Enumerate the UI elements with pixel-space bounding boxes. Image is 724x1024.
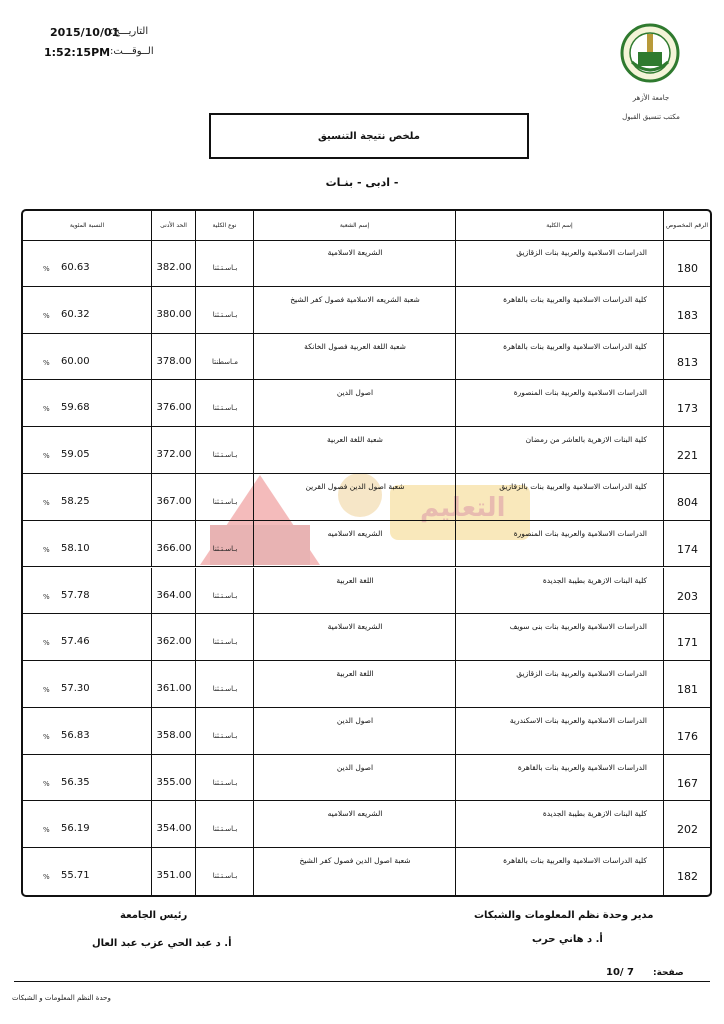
college-type-cell [195, 474, 253, 520]
percent-sign: % [43, 732, 50, 741]
department-cell [253, 708, 455, 754]
college-name: كلية البنات الازهرية بالعاشر من رمضان [525, 435, 647, 445]
college-name: كلية البنات الازهرية بطيبة الجديدة [542, 809, 647, 819]
code-cell [663, 521, 710, 567]
table-body [23, 240, 710, 895]
department-name: الشريعه الاسلاميه [327, 809, 383, 819]
percent-cell [23, 427, 151, 473]
min-score-value: 351.00 [156, 870, 192, 882]
percent-value: 59.05 [61, 449, 90, 461]
min-score-value: 367.00 [156, 495, 192, 507]
college-code: 181 [677, 683, 698, 697]
code-cell [663, 568, 710, 614]
department-cell [253, 568, 455, 614]
table-row [23, 521, 710, 568]
percent-sign: % [43, 826, 50, 835]
percent-cell [23, 380, 151, 426]
college-name: كلية الدراسات الاسلامية والعربية بنات بالقاهرة [503, 856, 647, 866]
college-cell [455, 661, 663, 707]
college-name: الدراسات الاسلامية والعربية بنات المنصورة [513, 388, 647, 398]
min-score-value: 354.00 [156, 823, 192, 835]
college-name: كلية الدراسات الاسلامية والعربية بنات بالزقازيق [499, 481, 647, 491]
code-cell [663, 614, 710, 660]
percent-cell [23, 334, 151, 380]
college-code: 174 [677, 542, 698, 556]
department-cell [253, 755, 455, 801]
header-type: نوع الكلية [195, 211, 253, 240]
percent-sign: % [43, 452, 50, 461]
college-type-cell [195, 334, 253, 380]
department-cell [253, 474, 455, 520]
percent-sign: % [43, 873, 50, 882]
min-score-value: 361.00 [156, 683, 192, 695]
department-name: الشريعه الاسلاميه [327, 528, 383, 538]
table-row [23, 240, 710, 287]
percent-value: 55.71 [61, 870, 90, 882]
college-cell [455, 287, 663, 333]
department-cell [253, 801, 455, 847]
min-score-value: 376.00 [156, 402, 192, 414]
min-score-value: 355.00 [156, 776, 192, 788]
code-cell [663, 661, 710, 707]
percent-sign: % [43, 358, 50, 367]
college-name: الدراسات الاسلامية والعربية بنات بالقاهرة [517, 762, 647, 772]
table-row [23, 755, 710, 802]
college-cell [455, 334, 663, 380]
department-name: اللغة العربية [336, 669, 374, 679]
page-label: صفحة: [653, 968, 684, 978]
department-cell [253, 334, 455, 380]
department-cell [253, 848, 455, 895]
college-code: 167 [677, 776, 698, 790]
college-type-value: بـاسـتـثنا [212, 264, 238, 272]
code-cell [663, 755, 710, 801]
code-cell [663, 474, 710, 520]
code-cell [663, 380, 710, 426]
code-cell [663, 334, 710, 380]
table-header-row [23, 211, 710, 241]
percent-sign: % [43, 405, 50, 414]
date-label: التاريـــخ: [110, 26, 149, 37]
percent-cell [23, 287, 151, 333]
min-score-value: 362.00 [156, 636, 192, 648]
college-code: 804 [677, 495, 698, 509]
college-cell [455, 427, 663, 473]
college-cell [455, 474, 663, 520]
department-name: الشريعة الاسلامية [327, 248, 383, 257]
table-row [23, 848, 710, 895]
percent-value: 57.46 [61, 636, 90, 648]
percent-cell [23, 848, 151, 895]
college-type-value: بـاسـتـثنا [212, 638, 238, 647]
code-cell [663, 240, 710, 286]
results-table [21, 209, 712, 897]
min-score-cell [151, 661, 195, 707]
percent-value: 60.63 [61, 262, 90, 273]
unit-name: وحدة النظم المعلومات و الشبكات [12, 994, 111, 1002]
date-value: 2015/10/01 [50, 26, 120, 39]
table-row [23, 568, 710, 615]
percent-cell [23, 708, 151, 754]
college-name: الدراسات الاسلامية والعربية بنات الزقازيق [516, 669, 647, 679]
college-type-value: بـاسـتـثنا [212, 404, 238, 413]
report-title: ملخص نتيجة التنسيق [318, 130, 420, 142]
college-cell [455, 801, 663, 847]
percent-cell [23, 568, 151, 614]
college-name: الدراسات الاسلامية والعربية بنات الاسكندرية [509, 715, 647, 725]
min-score-value: 378.00 [156, 355, 192, 367]
department-name: شعبة اللغة العربية [327, 435, 383, 445]
percent-value: 56.35 [61, 776, 90, 788]
min-score-cell [151, 848, 195, 895]
department-name: شعبة اللغة العربية فصول الخانكة [304, 341, 406, 351]
college-code: 182 [677, 870, 698, 884]
college-code: 180 [677, 262, 698, 275]
college-type-value: مـاسطنتا [212, 357, 238, 366]
min-score-cell [151, 708, 195, 754]
percent-value: 60.00 [61, 355, 90, 367]
department-cell [253, 614, 455, 660]
college-type-cell [195, 661, 253, 707]
min-score-value: 358.00 [156, 729, 192, 741]
percent-sign: % [43, 545, 50, 554]
min-score-cell [151, 240, 195, 286]
code-cell [663, 287, 710, 333]
table-row [23, 661, 710, 708]
department-name: شعبة الشريعه الاسلامية فصول كفر الشيخ [290, 294, 420, 304]
min-score-cell [151, 287, 195, 333]
footer-divider [14, 981, 710, 982]
percent-sign: % [43, 311, 50, 320]
header-department: إسم الشعبة [253, 211, 455, 240]
percent-value: 56.19 [61, 823, 90, 835]
department-cell [253, 521, 455, 567]
report-subtitle: - ادبى - بنـات [325, 176, 399, 189]
percent-value: 57.78 [61, 589, 90, 601]
college-type-value: بـاسـتـثنا [212, 310, 238, 319]
min-score-cell [151, 521, 195, 567]
department-cell [253, 240, 455, 286]
college-code: 202 [677, 823, 698, 837]
percent-sign: % [43, 779, 50, 788]
department-name: اصول الدين [336, 388, 374, 398]
college-type-cell [195, 380, 253, 426]
department-cell [253, 427, 455, 473]
college-name: كلية الدراسات الاسلامية والعربية بنات بالقاهرة [503, 294, 647, 304]
page-number: 10/ 7 [606, 967, 635, 978]
college-type-value: بـاسـتـثنا [212, 778, 238, 787]
percent-cell [23, 240, 151, 286]
department-name: اصول الدين [336, 715, 374, 725]
department-name: شعبة اصول الدين فصول كفر الشيخ [299, 856, 411, 866]
college-cell [455, 568, 663, 614]
college-name: الدراسات الاسلامية والعربية بنات الزقازيق [516, 248, 647, 257]
min-score-value: 364.00 [156, 589, 192, 601]
time-label: الــوقـــت: [110, 46, 154, 57]
college-cell [455, 380, 663, 426]
table-row [23, 801, 710, 848]
watermark-text: التعليم [420, 493, 506, 523]
code-cell [663, 708, 710, 754]
college-code: 171 [677, 636, 698, 650]
president-title: رئيس الجامعة [120, 910, 188, 921]
college-code: 813 [677, 355, 698, 369]
it-director-name: أ. د هاني حرب [532, 934, 603, 945]
department-cell [253, 661, 455, 707]
university-logo [618, 22, 682, 84]
min-score-cell [151, 568, 195, 614]
percent-sign: % [43, 639, 50, 648]
it-director-title: مدير وحدة نظم المعلومات والشبكات [474, 910, 654, 921]
min-score-cell [151, 474, 195, 520]
table-row [23, 474, 710, 521]
min-score-cell [151, 614, 195, 660]
header-percent: النسبة المئوية [69, 222, 105, 229]
percent-value: 59.68 [61, 402, 90, 414]
university-name: جامعة الأزهر [632, 94, 670, 102]
table-row [23, 334, 710, 381]
college-type-cell [195, 287, 253, 333]
min-score-cell [151, 334, 195, 380]
header-college: إسم الكلية [455, 211, 663, 240]
code-cell [663, 848, 710, 895]
president-name: أ. د عبد الحي عزب عبد العال [92, 938, 232, 949]
percent-sign: % [43, 592, 50, 601]
percent-sign: % [43, 265, 50, 273]
percent-value: 57.30 [61, 683, 90, 695]
percent-value: 58.10 [61, 542, 90, 554]
percent-cell [23, 474, 151, 520]
college-cell [455, 240, 663, 286]
percent-cell [23, 801, 151, 847]
college-cell [455, 521, 663, 567]
college-type-cell [195, 708, 253, 754]
department-cell [253, 380, 455, 426]
header-min: الحد الأدنى [151, 211, 195, 240]
college-name: كلية البنات الازهرية بطيبة الجديدة [542, 575, 647, 585]
college-cell [455, 755, 663, 801]
percent-cell [23, 521, 151, 567]
college-code: 176 [677, 729, 698, 743]
college-type-value: بـاسـتـثنا [212, 731, 238, 740]
min-score-cell [151, 380, 195, 426]
percent-cell [23, 614, 151, 660]
college-cell [455, 708, 663, 754]
college-type-cell [195, 801, 253, 847]
header-code: الرقم المخصوص [663, 211, 710, 240]
department-name: الشريعة الاسلامية [327, 622, 383, 632]
college-type-cell [195, 755, 253, 801]
percent-value: 60.32 [61, 308, 90, 320]
college-type-cell [195, 240, 253, 286]
code-cell [663, 427, 710, 473]
college-code: 203 [677, 589, 698, 603]
department-cell [253, 287, 455, 333]
college-name: الدراسات الاسلامية والعربية بنات المنصورة [513, 528, 647, 538]
percent-cell [23, 755, 151, 801]
college-code: 221 [677, 449, 698, 463]
min-score-cell [151, 801, 195, 847]
report-title-box [209, 113, 529, 159]
min-score-cell [151, 427, 195, 473]
college-type-cell [195, 614, 253, 660]
college-type-value: بـاسـتـثنا [212, 451, 238, 460]
percent-cell [23, 661, 151, 707]
code-cell [663, 801, 710, 847]
percent-value: 56.83 [61, 729, 90, 741]
college-name: الدراسات الاسلامية والعربية بنات بنى سويف [509, 622, 647, 632]
college-type-value: بـاسـتـثنا [212, 872, 238, 881]
table-row [23, 380, 710, 427]
college-code: 183 [677, 308, 698, 322]
time-value: 1:52:15PM [44, 46, 111, 59]
college-type-value: بـاسـتـثنا [212, 591, 238, 600]
table-row [23, 427, 710, 474]
percent-value: 58.25 [61, 495, 90, 507]
min-score-value: 382.00 [156, 262, 192, 273]
college-type-value: بـاسـتـثنا [212, 685, 238, 694]
college-type-cell [195, 427, 253, 473]
college-type-cell [195, 848, 253, 895]
percent-sign: % [43, 498, 50, 507]
college-type-value: بـاسـتـثنا [212, 825, 238, 834]
department-name: شعبة اصول الدين فصول القرين [305, 481, 405, 491]
college-code: 173 [677, 402, 698, 416]
college-type-cell [195, 568, 253, 614]
table-row [23, 708, 710, 755]
table-row [23, 287, 710, 334]
percent-sign: % [43, 686, 50, 695]
min-score-value: 372.00 [156, 449, 192, 461]
college-type-value: بـاسـتـثنا [212, 497, 238, 506]
table-row [23, 614, 710, 661]
min-score-value: 380.00 [156, 308, 192, 320]
college-type-value: بـاسـتـثنا [212, 544, 238, 553]
college-cell [455, 614, 663, 660]
college-name: كلية الدراسات الاسلامية والعربية بنات بالقاهرة [503, 341, 647, 351]
min-score-cell [151, 755, 195, 801]
min-score-value: 366.00 [156, 542, 192, 554]
college-cell [455, 848, 663, 895]
department-name: اللغة العربية [336, 575, 374, 585]
department-name: اصول الدين [336, 762, 374, 772]
office-name: مكتب تنسيق القبول [622, 113, 680, 121]
college-type-cell [195, 521, 253, 567]
